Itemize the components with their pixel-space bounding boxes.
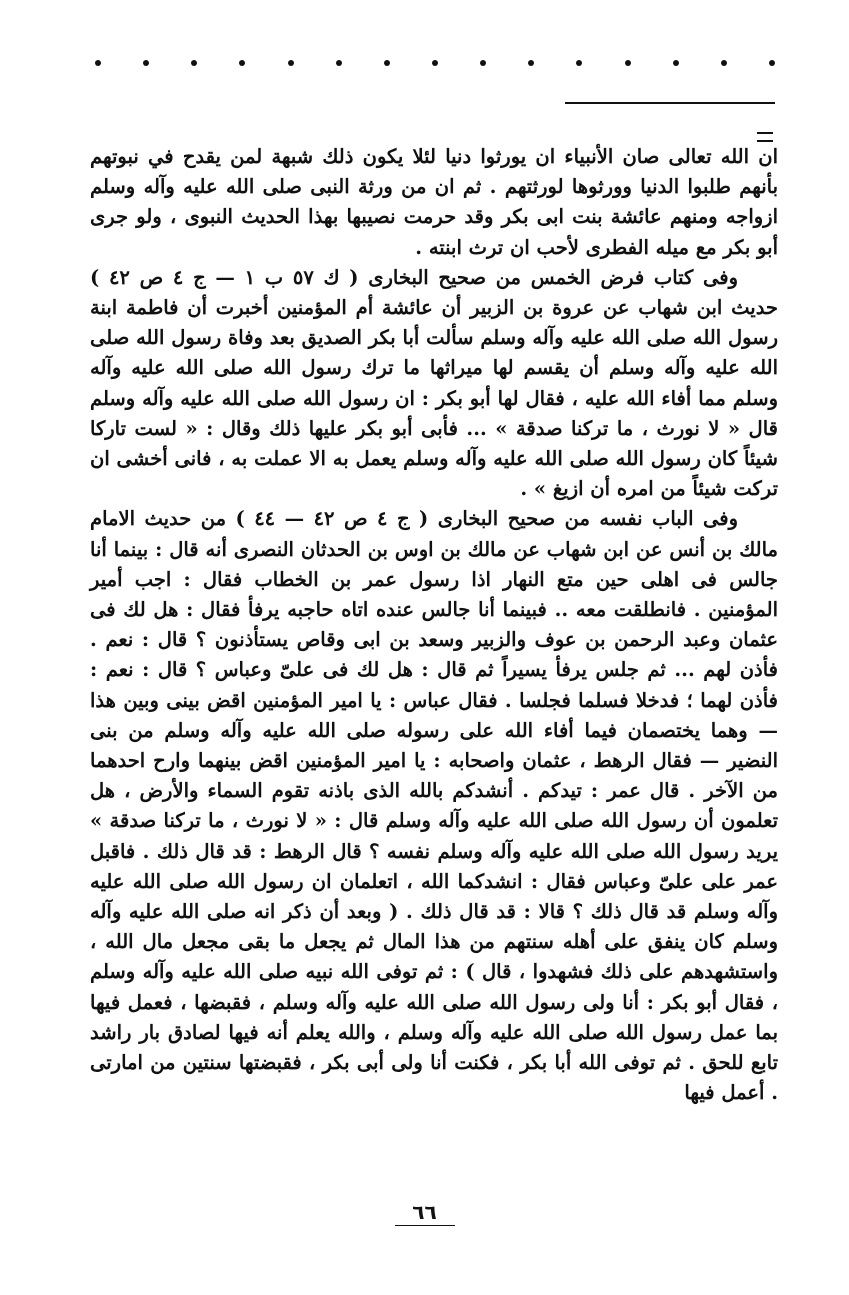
paragraph-1: ان الله تعالى صان الأنبياء ان يورثوا دنيا لئلا يكون ذلك شبهة لمن يقدح في نبوتهم بأنهم طلبوا الدنيا وورثوها لورثتهم . ثم ان من ورثة النبى صلى الله عليه وآله وسلم ازواجه ومنهم عائشة بنت ابى بكر وقد حرمت نصيبها بهذا الحديث النبوى ، ولو جرى أبو بكر مع ميله الفطرى لأحب ان ترث ابنته . (90, 145, 778, 259)
header-dot (143, 60, 149, 66)
paragraph-3: وفى الباب نفسه من صحيح البخارى ( ج ٤ ص ٤٢ — ٤٤ ) من حديث الامام مالك بن أنس عن ابن شهاب عن مالك بن اوس بن الحدثان النصرى أنه قال : بينما أنا جالس فى اهلى حين متع النهار اذا رسول عمر بن الخطاب فقال : اجب أمير المؤمنين . فانطلقت معه .. فبينما أنا جالس عنده اتاه حاجبه يرفأ فقال : هل لك فى عثمان وعبد الرحمن بن عوف والزبير وسعد بن ابى وقاص يستأذنون ؟ قال : نعم . فأذن لهم ... ثم جلس يرفأ يسيراً ثم قال : هل لك فى علىّ وعباس ؟ قال : نعم : فأذن لهما ؛ فدخلا فسلما فجلسا . فقال عباس : يا امير المؤمنين اقض بينى وبين هذا — وهما يختصمان فيما أفاء الله على رسوله صلى الله عليه وآله وسلم من بنى النضير — فقال الرهط ، عثمان واصحابه : يا امير المؤمنين اقض بينهما وارح احدهما من الآخر . قال عمر : تيدكم . أنشدكم بالله الذى باذنه تقوم السماء والأرض ، هل تعلمون أن رسول الله صلى الله عليه وآله وسلم قال : « لا نورث ، ما تركنا صدقة » يريد رسول الله صلى الله عليه وآله وسلم نفسه ؟ قال الرهط : قد قال ذلك . فاقبل عمر على علىّ وعباس فقال : انشدكما الله ، اتعلمان ان رسول الله صلى الله عليه وآله وسلم قد قال ذلك ؟ قالا : قد قال ذلك . ( وبعد أن ذكر انه صلى الله عليه وآله وسلم كان ينفق على أهله سنتهم من هذا المال ثم يجعل ما بقى مجعل مال الله ، واستشهدهم على ذلك فشهدوا ، قال ) : ثم توفى الله نبيه صلى الله عليه وآله وسلم ، فقال أبو بكر : أنا ولى رسول الله صلى الله عليه وآله وسلم ، فقبضها ، فعمل فيها بما عمل رسول الله صلى الله عليه وآله وسلم ، والله يعلم أنه فيها لصادق بار راشد تابع للحق . ثم توفى الله أبا بكر ، فكنت أنا ولى أبى بكر ، فقبضتها سنتين من امارتى . أعمل فيها (90, 507, 778, 1105)
header-dot (191, 60, 197, 66)
header-dot (769, 60, 775, 66)
section-mark (757, 132, 773, 142)
page-number: ٦٦ (412, 1200, 437, 1224)
footer-rule (395, 1225, 455, 1226)
header-dot (576, 60, 582, 66)
header-dot (673, 60, 679, 66)
body-text (90, 142, 778, 1109)
header-dot (384, 60, 390, 66)
paragraph-2: وفى كتاب فرض الخمس من صحيح البخارى ( ك ٥٧ ب ١ — ج ٤ ص ٤٢ ) حديث ابن شهاب عن عروة بن الزبير أن عائشة أم المؤمنين أخبرت أن فاطمة ابنة رسول الله صلى الله عليه وآله وسلم سألت أبا بكر الصديق بعد وفاة رسول الله صلى الله عليه وآله وسلم أن يقسم لها ميراثها ما ترك رسول الله صلى الله عليه وآله وسلم مما أفاء الله عليه ، فقال لها أبو بكر : ان رسول الله صلى الله عليه وآله وسلم قال « لا نورث ، ما تركنا صدقة » ... فأبى أبو بكر عليها ذلك وقال : « لست تاركا شيئاً كان رسول الله صلى الله عليه وآله وسلم يعمل به الا عملت به ، فانى أخشى ان تركت شيئاً من امره أن ازيغ » . (90, 265, 778, 501)
header-dot (721, 60, 727, 66)
header-rule (565, 102, 775, 104)
header-dot (336, 60, 342, 66)
header-dot (288, 60, 294, 66)
header-dot (432, 60, 438, 66)
header-dots (95, 60, 775, 66)
header-dot (528, 60, 534, 66)
header-dot (625, 60, 631, 66)
header-dot (239, 60, 245, 66)
header-dot (480, 60, 486, 66)
header-dot (95, 60, 101, 66)
